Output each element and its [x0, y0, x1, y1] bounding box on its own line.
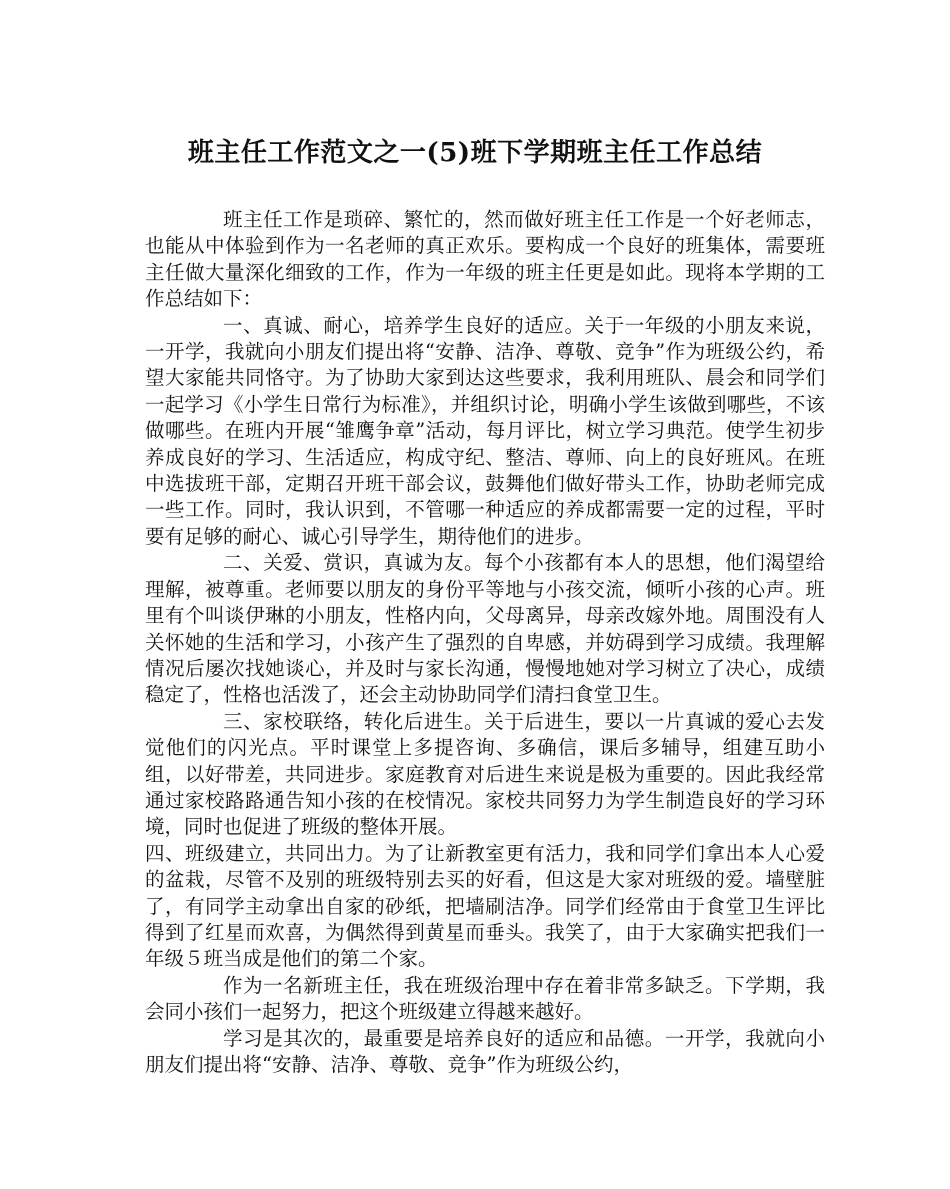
paragraph-section-4: 四、班级建立，共同出力。为了让新教室更有活力，我和同学们拿出本人心爱的盆栽，尽管不及别的班级特别去买的好看，但这是大家对班级的爱。墙壁脏了，有同学主动拿出自家的砂纸，把墙刷洁净。同学们经常由于食堂卫生评比得到了红星而欢喜，为偶然得到黄星而垂头。我笑了，由于大家确实把我们一年级５班当成是他们的第二个家。: [145, 841, 825, 971]
document-body: [145, 207, 825, 1078]
paragraph-section-3: 三、家校联络，转化后进生。关于后进生，要以一片真诚的爱心去发觉他们的闪光点。平时课堂上多提咨询、多确信，课后多辅导，组建互助小组，以好带差，共同进步。家庭教育对后进生来说是极为重要的。因此我经常通过家校路路通告知小孩的在校情况。家校共同努力为学生制造良好的学习环境，同时也促进了班级的整体开展。: [145, 709, 825, 839]
paragraph-section-1: 一、真诚、耐心，培养学生良好的适应。关于一年级的小朋友来说，一开学，我就向小朋友们提出将“安静、洁净、尊敬、竞争”作为班级公约，希望大家能共同恪守。为了协助大家到达这些要求，我利用班队、晨会和同学们一起学习《小学生日常行为标准》，并组织讨论，明确小学生该做到哪些，不该做哪些。在班内开展“雏鹰争章”活动，每月评比，树立学习典范。使学生初步养成良好的学习、生活适应，构成守纪、整洁、尊师、向上的良好班风。在班中选拔班干部，定期召开班干部会议，鼓舞他们做好带头工作，协助老师完成一些工作。同时，我认识到，不管哪一种适应的养成都需要一定的过程，平时要有足够的耐心、诚心引导学生，期待他们的进步。: [145, 313, 825, 548]
document-title: 班主任工作范文之一(5)班下学期班主任工作总结: [187, 138, 763, 168]
paragraph-closing: 学习是其次的，最重要是培养良好的适应和品德。一开学，我就向小朋友们提出将“安静、洁净、尊敬、竞争”作为班级公约，: [145, 1026, 825, 1076]
paragraph-reflection: 作为一名新班主任，我在班级治理中存在着非常多缺乏。下学期，我会同小孩们一起努力，把这个班级建立得越来越好。: [145, 973, 825, 1024]
paragraph-intro: 班主任工作是琐碎、繁忙的，然而做好班主任工作是一个好老师志，也能从中体验到作为一名老师的真正欢乐。要构成一个良好的班集体，需要班主任做大量深化细致的工作，作为一年级的班主任更是如此。现将本学期的工作总结如下：: [145, 208, 825, 311]
paragraph-section-2: 二、关爱、赏识，真诚为友。每个小孩都有本人的思想，他们渴望给理解，被尊重。老师要以朋友的身份平等地与小孩交流，倾听小孩的心声。班里有个叫谈伊琳的小朋友，性格内向，父母离异，母亲改嫁外地。周围没有人关怀她的生活和学习，小孩产生了强烈的自卑感，并妨碍到学习成绩。我理解情况后屡次找她谈心，并及时与家长沟通，慢慢地她对学习树立了决心，成绩稳定了，性格也活泼了，还会主动协助同学们清扫食堂卫生。: [145, 551, 825, 707]
